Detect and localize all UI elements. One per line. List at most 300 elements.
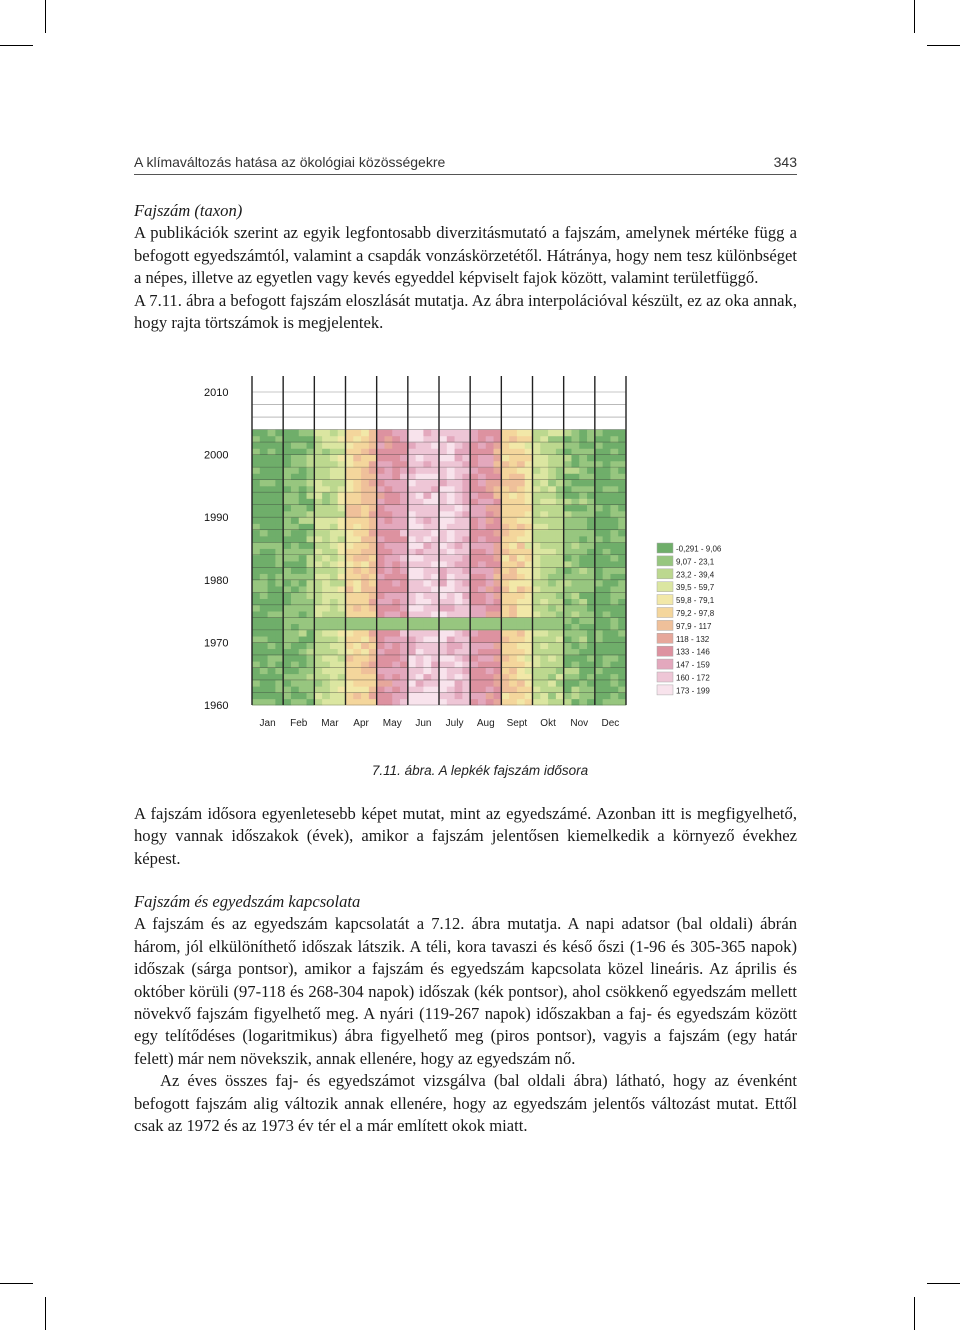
heatmap-cell xyxy=(275,624,283,631)
heatmap-cell xyxy=(283,448,291,455)
heatmap-cell xyxy=(525,486,533,493)
heatmap-cell xyxy=(455,561,463,568)
heatmap-cell xyxy=(595,549,603,556)
heatmap-cell xyxy=(603,680,611,687)
heatmap-cell xyxy=(564,580,572,587)
heatmap-cell xyxy=(564,542,572,549)
heatmap-cell xyxy=(486,630,494,637)
heatmap-cell xyxy=(548,661,556,668)
heatmap-cell xyxy=(392,436,400,443)
heatmap-cell xyxy=(431,680,439,687)
heatmap-cell xyxy=(478,667,486,674)
heatmap-cell xyxy=(610,642,618,649)
heatmap-cell xyxy=(260,611,268,618)
heatmap-cell xyxy=(595,661,603,668)
heatmap-cell xyxy=(595,624,603,631)
heatmap-cell xyxy=(275,649,283,656)
heatmap-cell xyxy=(533,661,541,668)
heatmap-cell xyxy=(447,448,455,455)
heatmap-cell xyxy=(338,511,346,518)
heatmap-cell xyxy=(377,680,385,687)
heatmap-cell xyxy=(478,567,486,574)
heatmap-cell xyxy=(455,649,463,656)
heatmap-cell xyxy=(447,523,455,530)
heatmap-cell xyxy=(291,642,299,649)
heatmap-cell xyxy=(439,486,447,493)
heatmap-cell xyxy=(548,523,556,530)
heatmap-cell xyxy=(260,492,268,499)
heatmap-cell xyxy=(470,692,478,699)
heatmap-cell xyxy=(540,455,548,462)
heatmap-cell xyxy=(564,680,572,687)
heatmap-cell xyxy=(501,517,509,524)
heatmap-cell xyxy=(595,536,603,543)
heatmap-cell xyxy=(486,574,494,581)
heatmap-cell xyxy=(556,430,564,437)
heatmap-cell xyxy=(556,473,564,480)
heatmap-cell xyxy=(268,567,276,574)
heatmap-cell xyxy=(603,642,611,649)
heatmap-cell xyxy=(618,574,626,581)
heatmap-cell xyxy=(462,661,470,668)
heatmap-cell xyxy=(603,686,611,693)
heatmap-cell xyxy=(595,542,603,549)
heatmap-cell xyxy=(416,574,424,581)
paragraph: A fajszám és az egyedszám kapcsolatát a 7.12. ábra mutatja. A napi adatsor (bal oldali) ábrán három, jól elkülöníthető időszak látszik. A téli, kora tavaszi és késő őszi (1-96 és 305-365 napok) időszak (sárga pontsor), amikor a fajszám és egyedszám kapcsolata közel lineáris. Az április és október körüli (97-118 és 268-304 napok) időszak (kék pontsor), ahol csökkenő egyedszám mellett növekvő fajszám figyelhető meg. A nyári (119-267 napok) időszakban a faj- és egyedszám között egy telítődéses (logaritmikus) ábra figyelhető meg (piros pontsor), vagyis a fajszám (egy határ felett) már nem növekszik, annak ellenére, hogy az egyedszám nő. xyxy=(134,914,797,1068)
heatmap-cell xyxy=(260,555,268,562)
heatmap-cell xyxy=(252,561,260,568)
heatmap-cell xyxy=(291,686,299,693)
heatmap-cell xyxy=(392,511,400,518)
heatmap-cell xyxy=(525,567,533,574)
heatmap-cell xyxy=(470,442,478,449)
heatmap-cell xyxy=(533,561,541,568)
heatmap-cell xyxy=(400,492,408,499)
heatmap-cell xyxy=(400,574,408,581)
heatmap-cell xyxy=(486,636,494,643)
heatmap-cell xyxy=(252,473,260,480)
heatmap-cell xyxy=(571,523,579,530)
heatmap-cell xyxy=(595,492,603,499)
heatmap-cell xyxy=(384,436,392,443)
heatmap-cell xyxy=(384,692,392,699)
heatmap-cell xyxy=(252,492,260,499)
heatmap-cell xyxy=(346,630,354,637)
heatmap-cell xyxy=(525,492,533,499)
heatmap-cell xyxy=(416,624,424,631)
heatmap-cell xyxy=(361,542,369,549)
heatmap-cell xyxy=(595,467,603,474)
heatmap-cell xyxy=(291,467,299,474)
heatmap-cell xyxy=(517,674,525,681)
heatmap-cell xyxy=(260,461,268,468)
heatmap-cell xyxy=(416,567,424,574)
running-header-title: A klímaváltozás hatása az ökológiai közösségekre xyxy=(134,154,446,170)
heatmap-cell xyxy=(275,517,283,524)
heatmap-cell xyxy=(470,430,478,437)
heatmap-cell xyxy=(260,486,268,493)
heatmap-cell xyxy=(369,624,377,631)
heatmap-cell xyxy=(509,461,517,468)
heatmap-cell xyxy=(494,574,502,581)
heatmap-cell xyxy=(314,611,322,618)
heatmap-cell xyxy=(571,680,579,687)
heatmap-cell xyxy=(478,467,486,474)
heatmap-cell xyxy=(314,505,322,512)
heatmap-cell xyxy=(610,592,618,599)
heatmap-cell xyxy=(548,492,556,499)
heatmap-cell xyxy=(571,517,579,524)
heatmap-cell xyxy=(587,592,595,599)
heatmap-cell xyxy=(346,536,354,543)
heatmap-cell xyxy=(618,655,626,662)
heatmap-cell xyxy=(408,549,416,556)
heatmap-cell xyxy=(314,467,322,474)
heatmap-cell xyxy=(252,436,260,443)
heatmap-cell xyxy=(486,605,494,612)
heatmap-cell xyxy=(579,561,587,568)
heatmap-cell xyxy=(416,586,424,593)
heatmap-cell xyxy=(307,505,315,512)
heatmap-cell xyxy=(275,448,283,455)
heatmap-cell xyxy=(525,611,533,618)
heatmap-cell xyxy=(439,542,447,549)
heatmap-cell xyxy=(610,680,618,687)
heatmap-cell xyxy=(548,630,556,637)
heatmap-cell xyxy=(400,555,408,562)
heatmap-cell xyxy=(314,492,322,499)
heatmap-cell xyxy=(501,436,509,443)
heatmap-cell xyxy=(540,505,548,512)
heatmap-cell xyxy=(564,611,572,618)
heatmap-cell xyxy=(571,611,579,618)
heatmap-cell xyxy=(252,630,260,637)
heatmap-cell xyxy=(384,442,392,449)
heatmap-cell xyxy=(571,542,579,549)
heatmap-cell xyxy=(618,517,626,524)
heatmap-cell xyxy=(571,649,579,656)
heatmap-cell xyxy=(525,661,533,668)
heatmap-cell xyxy=(307,605,315,612)
heatmap-cell xyxy=(291,542,299,549)
heatmap-cell xyxy=(423,699,431,706)
heatmap-cell xyxy=(603,655,611,662)
heatmap-cell xyxy=(408,498,416,505)
heatmap-cell xyxy=(579,555,587,562)
heatmap-cell xyxy=(330,486,338,493)
heatmap-cell xyxy=(338,611,346,618)
heatmap-cell xyxy=(384,549,392,556)
heatmap-cell xyxy=(275,580,283,587)
heatmap-cell xyxy=(509,661,517,668)
heatmap-cell xyxy=(501,636,509,643)
heatmap-cell xyxy=(408,467,416,474)
heatmap-cell xyxy=(618,636,626,643)
heatmap-cell xyxy=(291,473,299,480)
heatmap-cell xyxy=(447,580,455,587)
heatmap-cell xyxy=(447,599,455,606)
heatmap-cell xyxy=(369,455,377,462)
heatmap-cell xyxy=(579,617,587,624)
heatmap-cell xyxy=(431,448,439,455)
heatmap-cell xyxy=(377,624,385,631)
heatmap-cell xyxy=(501,674,509,681)
heatmap-cell xyxy=(291,448,299,455)
heatmap-cell xyxy=(431,592,439,599)
heatmap-cell xyxy=(330,505,338,512)
heatmap-cell xyxy=(283,492,291,499)
heatmap-cell xyxy=(462,455,470,462)
heatmap-cell xyxy=(275,430,283,437)
heatmap-cell xyxy=(439,461,447,468)
paragraph: A publikációk szerint az egyik legfontosabb diverzitásmutató a fajszám, amelynek mértéke függ a befogott egyedszámtól, valamint a csapdák vonzáskörzetétől. Hátránya, hogy nem tesz különbséget a népes, illetve az egyetlen vagy kevés egyeddel képviselt fajok között, valamint területfüggő. xyxy=(134,223,797,288)
heatmap-cell xyxy=(595,430,603,437)
heatmap-cell xyxy=(408,555,416,562)
heatmap-cell xyxy=(501,442,509,449)
heatmap-cell xyxy=(470,486,478,493)
heatmap-cell xyxy=(346,517,354,524)
heatmap-cell xyxy=(314,680,322,687)
heatmap-cell xyxy=(540,561,548,568)
heatmap-cell xyxy=(564,517,572,524)
heatmap-cell xyxy=(377,473,385,480)
heatmap-cell xyxy=(618,642,626,649)
heatmap-cell xyxy=(525,511,533,518)
heatmap-cell xyxy=(384,480,392,487)
heatmap-cell xyxy=(478,492,486,499)
heatmap-cell xyxy=(595,505,603,512)
heatmap-cell xyxy=(610,655,618,662)
heatmap-cell xyxy=(556,480,564,487)
heatmap-cell xyxy=(314,480,322,487)
heatmap-cell xyxy=(540,536,548,543)
heatmap-cell xyxy=(307,617,315,624)
heatmap-cell xyxy=(252,567,260,574)
heatmap-cell xyxy=(400,436,408,443)
heatmap-cell xyxy=(486,511,494,518)
heatmap-cell xyxy=(431,686,439,693)
heatmap-cell xyxy=(322,505,330,512)
heatmap-cell xyxy=(556,567,564,574)
heatmap-cell xyxy=(509,636,517,643)
heatmap-cell xyxy=(462,517,470,524)
heatmap-cell xyxy=(571,455,579,462)
paragraph: A 7.11. ábra a befogott fajszám eloszlását mutatja. Az ábra interpolációval készült, ez az oka annak, hogy rajta törtszámok is megjelentek. xyxy=(134,290,797,333)
heatmap-cell xyxy=(408,630,416,637)
heatmap-cell xyxy=(486,661,494,668)
heatmap-cell xyxy=(283,642,291,649)
heatmap-cell xyxy=(377,442,385,449)
heatmap-cell xyxy=(392,549,400,556)
heatmap-cell xyxy=(595,592,603,599)
heatmap-cell xyxy=(353,542,361,549)
heatmap-cell xyxy=(501,661,509,668)
legend-label: 173 - 199 xyxy=(676,686,710,696)
heatmap-cell xyxy=(501,467,509,474)
heatmap-cell xyxy=(275,699,283,706)
heatmap-cell xyxy=(447,586,455,593)
heatmap-cell xyxy=(478,599,486,606)
heatmap-cell xyxy=(291,617,299,624)
heatmap-cell xyxy=(470,674,478,681)
heatmap-cell xyxy=(283,649,291,656)
heatmap-cell xyxy=(470,586,478,593)
heatmap-cell xyxy=(431,611,439,618)
heatmap-cell xyxy=(478,542,486,549)
heatmap-cell xyxy=(462,580,470,587)
heatmap-cell xyxy=(275,605,283,612)
heatmap-cell xyxy=(486,549,494,556)
heatmap-cell xyxy=(330,667,338,674)
heatmap-cell xyxy=(314,674,322,681)
heatmap-cell xyxy=(579,498,587,505)
heatmap-cell xyxy=(423,624,431,631)
heatmap-cell xyxy=(322,624,330,631)
heatmap-cell xyxy=(369,686,377,693)
heatmap-cell xyxy=(447,455,455,462)
heatmap-cell xyxy=(447,567,455,574)
heatmap-cell xyxy=(533,580,541,587)
heatmap-cell xyxy=(533,448,541,455)
heatmap-cell xyxy=(338,567,346,574)
heatmap-cell xyxy=(400,655,408,662)
heatmap-cell xyxy=(595,580,603,587)
heatmap-cell xyxy=(447,542,455,549)
heatmap-cell xyxy=(353,486,361,493)
heatmap-cell xyxy=(283,517,291,524)
heatmap-cell xyxy=(307,699,315,706)
heatmap-cell xyxy=(314,461,322,468)
heatmap-cell xyxy=(603,567,611,574)
heatmap-cell xyxy=(346,530,354,537)
heatmap-cell xyxy=(610,686,618,693)
heatmap-cell xyxy=(455,655,463,662)
heatmap-cell xyxy=(610,448,618,455)
heatmap-cell xyxy=(346,624,354,631)
heatmap-cell xyxy=(564,630,572,637)
heatmap-cell xyxy=(533,680,541,687)
heatmap-cell xyxy=(455,455,463,462)
y-tick-label: 2010 xyxy=(204,387,229,399)
heatmap-cell xyxy=(462,692,470,699)
heatmap-cell xyxy=(603,692,611,699)
heatmap-cell xyxy=(400,448,408,455)
heatmap-cell xyxy=(431,442,439,449)
heatmap-cell xyxy=(462,592,470,599)
heatmap-cell xyxy=(486,567,494,574)
heatmap-cell xyxy=(571,555,579,562)
heatmap-cell xyxy=(291,649,299,656)
heatmap-cell xyxy=(447,536,455,543)
legend-swatch xyxy=(657,620,673,630)
heatmap-cell xyxy=(283,442,291,449)
heatmap-cell xyxy=(548,473,556,480)
heatmap-cell xyxy=(548,549,556,556)
heatmap-cell xyxy=(252,511,260,518)
heatmap-cell xyxy=(603,674,611,681)
heatmap-cell xyxy=(571,467,579,474)
heatmap-cell xyxy=(291,530,299,537)
heatmap-cell xyxy=(268,699,276,706)
heatmap-cell xyxy=(509,692,517,699)
heatmap-cell xyxy=(353,680,361,687)
heatmap-cell xyxy=(314,473,322,480)
heatmap-cell xyxy=(275,542,283,549)
heatmap-cell xyxy=(252,574,260,581)
heatmap-cell xyxy=(330,636,338,643)
heatmap-cell xyxy=(447,473,455,480)
heatmap-cell xyxy=(330,574,338,581)
heatmap-cell xyxy=(571,492,579,499)
heatmap-cell xyxy=(361,686,369,693)
legend-swatch xyxy=(657,646,673,656)
heatmap-cell xyxy=(455,436,463,443)
heatmap-cell xyxy=(361,630,369,637)
heatmap-cell xyxy=(346,555,354,562)
heatmap-cell xyxy=(377,561,385,568)
heatmap-cell xyxy=(423,530,431,537)
heatmap-cell xyxy=(540,574,548,581)
heatmap-cell xyxy=(517,574,525,581)
heatmap-cell xyxy=(330,692,338,699)
heatmap-cell xyxy=(314,649,322,656)
heatmap-cell xyxy=(571,655,579,662)
heatmap-cell xyxy=(618,649,626,656)
heatmap-cell xyxy=(384,574,392,581)
heatmap-cell xyxy=(610,511,618,518)
heatmap-cell xyxy=(571,448,579,455)
heatmap-cell xyxy=(556,498,564,505)
heatmap-cell xyxy=(384,617,392,624)
heatmap-cell xyxy=(369,536,377,543)
heatmap-cell xyxy=(564,586,572,593)
heatmap-cell xyxy=(299,505,307,512)
x-tick-label: May xyxy=(382,718,402,729)
heatmap-cell xyxy=(525,636,533,643)
heatmap-cell xyxy=(525,536,533,543)
legend-swatch xyxy=(657,685,673,695)
heatmap-cell xyxy=(610,674,618,681)
heatmap-cell xyxy=(423,461,431,468)
section-heading: Fajszám (taxon) xyxy=(134,201,243,220)
heatmap-cell xyxy=(369,555,377,562)
heatmap-cell xyxy=(252,430,260,437)
heatmap-cell xyxy=(462,467,470,474)
heatmap-cell xyxy=(330,661,338,668)
heatmap-cell xyxy=(610,586,618,593)
heatmap-cell xyxy=(470,448,478,455)
heatmap-cell xyxy=(346,467,354,474)
heatmap-cell xyxy=(603,523,611,530)
heatmap-cell xyxy=(369,692,377,699)
heatmap-cell xyxy=(353,674,361,681)
heatmap-cell xyxy=(275,661,283,668)
heatmap-cell xyxy=(478,630,486,637)
heatmap-cell xyxy=(486,699,494,706)
heatmap-cell xyxy=(540,567,548,574)
heatmap-cell xyxy=(346,430,354,437)
heatmap-cell xyxy=(501,555,509,562)
heatmap-cell xyxy=(338,448,346,455)
heatmap-cell xyxy=(603,530,611,537)
heatmap-cell xyxy=(322,605,330,612)
heatmap-cell xyxy=(408,511,416,518)
heatmap-cell xyxy=(330,611,338,618)
heatmap-cell xyxy=(462,574,470,581)
heatmap-cell xyxy=(330,567,338,574)
heatmap-cell xyxy=(338,636,346,643)
heatmap-cell xyxy=(307,511,315,518)
